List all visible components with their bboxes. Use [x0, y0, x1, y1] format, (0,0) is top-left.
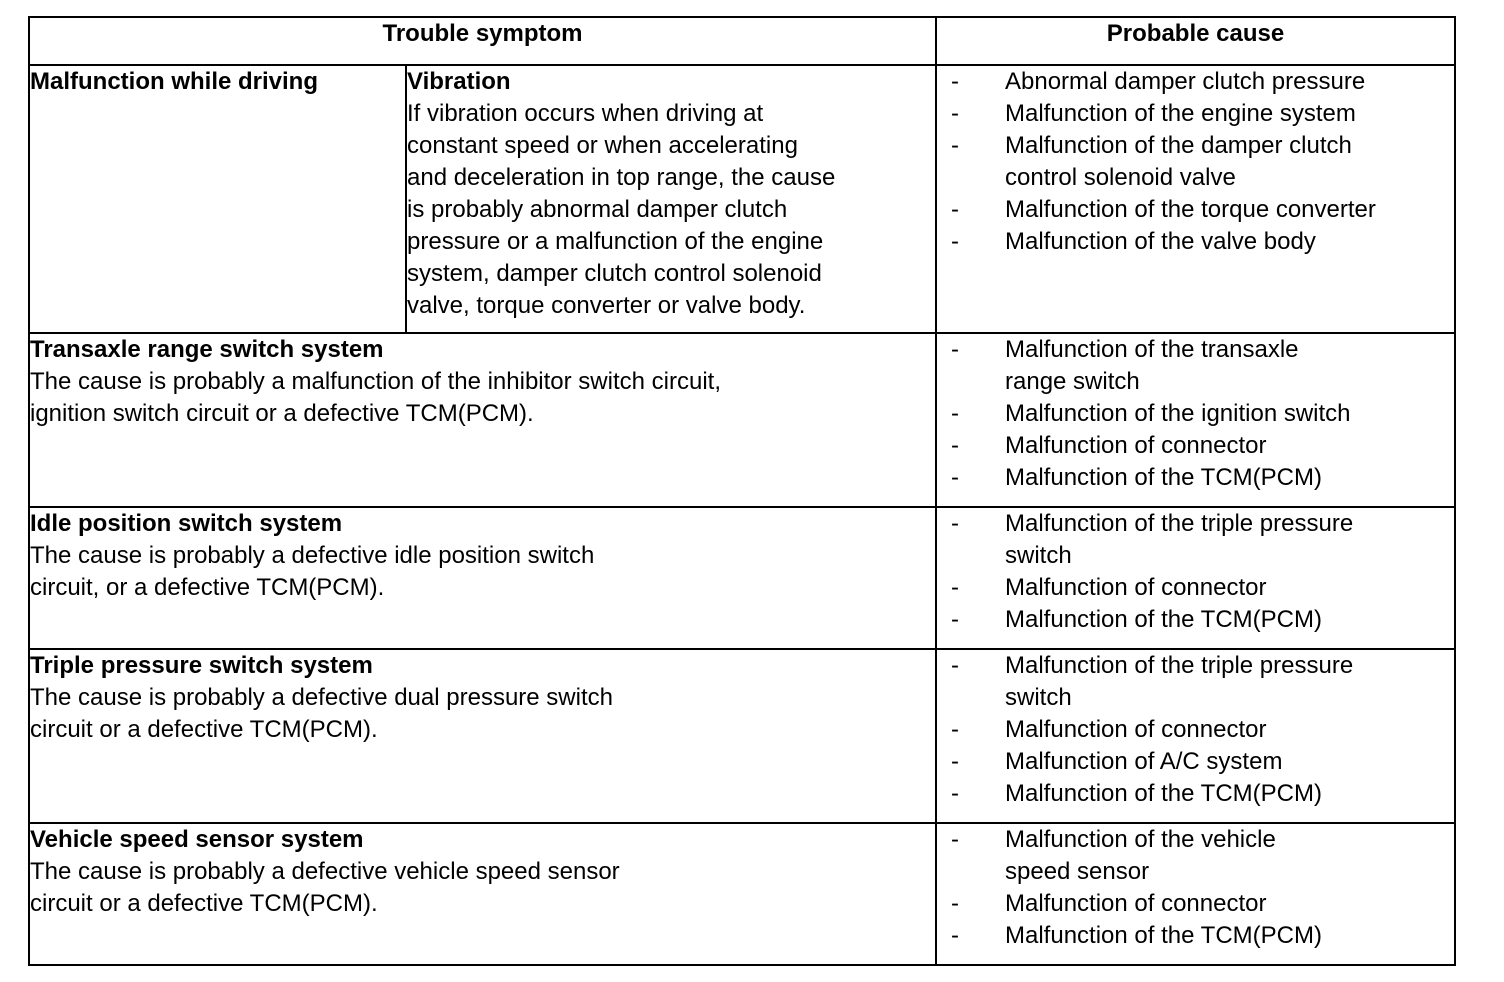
symptom-line: The cause is probably a defective dual pressure switch [30, 684, 613, 711]
symptom-line: is probably abnormal damper clutch [407, 196, 788, 223]
symptom-line: pressure or a malfunction of the engine [407, 228, 824, 255]
cause-item: - Malfunction of connector [951, 432, 1267, 459]
symptom-title: Transaxle range switch system [30, 336, 384, 363]
cause-item: - Malfunction of the ignition switch [951, 400, 1351, 427]
symptom-line: circuit or a defective TCM(PCM). [30, 716, 378, 743]
cause-item: - Malfunction of the transaxle range switch [951, 336, 1299, 395]
cause-item: - Abnormal damper clutch pressure [951, 68, 1366, 95]
symptom-cell [29, 649, 936, 823]
symptom-category-cell [29, 65, 406, 333]
header-probable-cause: Probable cause [936, 17, 1455, 65]
symptom-category: Malfunction while driving [30, 68, 318, 95]
probable-cause-cell [936, 507, 1455, 649]
symptom-line: and deceleration in top range, the cause [407, 164, 836, 191]
trouble-symptom-table [28, 16, 1456, 966]
cause-item: - Malfunction of the valve body [951, 228, 1316, 255]
header-row [29, 17, 1455, 65]
cause-item: - Malfunction of the TCM(PCM) [951, 606, 1322, 633]
symptom-line: constant speed or when accelerating [407, 132, 798, 159]
symptom-line: If vibration occurs when driving at [407, 100, 764, 127]
cause-item: - Malfunction of the triple pressure switch [951, 652, 1354, 711]
symptom-cell [29, 507, 936, 649]
symptom-line: The cause is probably a malfunction of the inhibitor switch circuit, [30, 368, 721, 395]
cause-item: - Malfunction of the triple pressure switch [951, 510, 1354, 569]
symptom-title: Vibration [407, 68, 511, 95]
cause-item: - Malfunction of the TCM(PCM) [951, 464, 1322, 491]
cause-item: - Malfunction of connector [951, 890, 1267, 917]
symptom-line: The cause is probably a defective vehicle speed sensor [30, 858, 620, 885]
cause-item: - Malfunction of the torque converter [951, 196, 1376, 223]
table-row [29, 823, 1455, 965]
cause-item: - Malfunction of the TCM(PCM) [951, 922, 1322, 949]
symptom-title: Idle position switch system [30, 510, 343, 537]
cause-item: - Malfunction of A/C system [951, 748, 1283, 775]
symptom-line: circuit, or a defective TCM(PCM). [30, 574, 385, 601]
symptom-cell [406, 65, 936, 333]
cause-item: - Malfunction of the damper clutch control solenoid valve [951, 132, 1352, 191]
symptom-line: circuit or a defective TCM(PCM). [30, 890, 378, 917]
table-row [29, 333, 1455, 507]
table-row [29, 507, 1455, 649]
symptom-title: Vehicle speed sensor system [30, 826, 364, 853]
cause-item: - Malfunction of connector [951, 574, 1267, 601]
probable-cause-cell [936, 333, 1455, 507]
symptom-line: system, damper clutch control solenoid [407, 260, 822, 287]
probable-cause-cell [936, 823, 1455, 965]
cause-item: - Malfunction of the TCM(PCM) [951, 780, 1322, 807]
symptom-line: The cause is probably a defective idle position switch [30, 542, 595, 569]
table-row [29, 65, 1455, 333]
cause-item: - Malfunction of connector [951, 716, 1267, 743]
probable-cause-cell [936, 65, 1455, 333]
symptom-line: ignition switch circuit or a defective TCM(PCM). [30, 400, 534, 427]
symptom-line: valve, torque converter or valve body. [407, 292, 806, 319]
symptom-title: Triple pressure switch system [30, 652, 373, 679]
symptom-cell [29, 333, 936, 507]
cause-item: - Malfunction of the vehicle speed sensor [951, 826, 1276, 885]
table-row [29, 649, 1455, 823]
probable-cause-cell [936, 649, 1455, 823]
cause-item: - Malfunction of the engine system [951, 100, 1356, 127]
header-trouble-symptom: Trouble symptom [29, 17, 936, 65]
symptom-cell [29, 823, 936, 965]
